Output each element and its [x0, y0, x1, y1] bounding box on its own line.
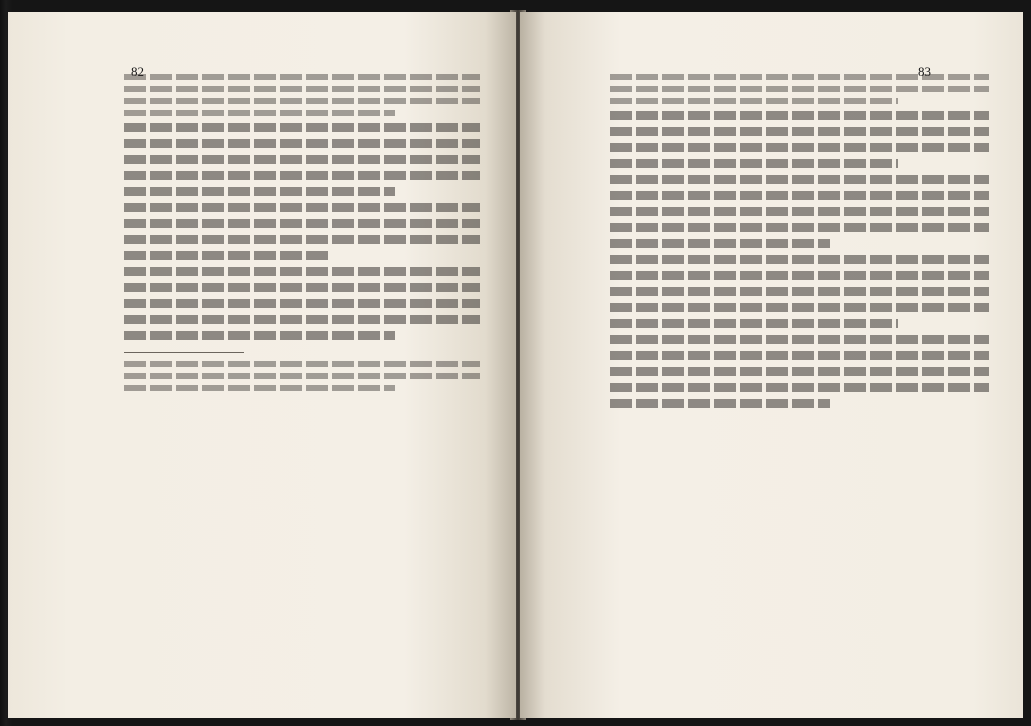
- text-line: [124, 251, 330, 260]
- text-line: [124, 139, 480, 148]
- text-line: [124, 86, 480, 92]
- footnote-rule: [124, 352, 244, 353]
- text-line: [124, 283, 480, 292]
- left-page-text-block: [124, 74, 480, 391]
- text-line: [124, 155, 480, 164]
- text-line: [124, 235, 480, 244]
- text-line: [610, 319, 898, 328]
- text-line: [610, 175, 989, 184]
- text-line: [610, 159, 898, 168]
- text-line: [124, 315, 480, 324]
- text-line: [124, 267, 480, 276]
- text-line: [124, 331, 395, 340]
- text-line: [124, 203, 480, 212]
- text-line: [124, 123, 480, 132]
- text-line: [610, 191, 989, 200]
- text-line: [610, 207, 989, 216]
- left-page-number: 82: [131, 64, 144, 79]
- text-line: [124, 171, 480, 180]
- text-line: [610, 303, 989, 312]
- text-line: [610, 143, 989, 152]
- text-line: [610, 239, 830, 248]
- text-line: [610, 367, 989, 376]
- text-line: [610, 86, 989, 92]
- text-line: [610, 98, 898, 104]
- text-line: [610, 111, 989, 120]
- text-line: [610, 271, 989, 280]
- text-line: [124, 373, 480, 379]
- text-line: [610, 74, 989, 80]
- right-page: [520, 12, 1023, 718]
- left-page: [8, 12, 516, 718]
- text-line: [124, 110, 395, 116]
- text-line: [124, 187, 395, 196]
- text-line: [124, 299, 480, 308]
- text-line: [124, 98, 480, 104]
- text-line: [124, 385, 395, 391]
- right-page-text-block: [610, 74, 989, 408]
- text-line: [610, 383, 989, 392]
- text-line: [610, 223, 989, 232]
- text-line: [610, 287, 989, 296]
- text-line: [610, 351, 989, 360]
- text-line: [124, 74, 480, 80]
- text-line: [610, 335, 989, 344]
- text-line: [124, 219, 480, 228]
- text-line: [610, 255, 989, 264]
- text-line: [124, 361, 480, 367]
- text-line: [610, 399, 830, 408]
- text-line: [610, 127, 989, 136]
- right-page-number: 83: [918, 64, 931, 79]
